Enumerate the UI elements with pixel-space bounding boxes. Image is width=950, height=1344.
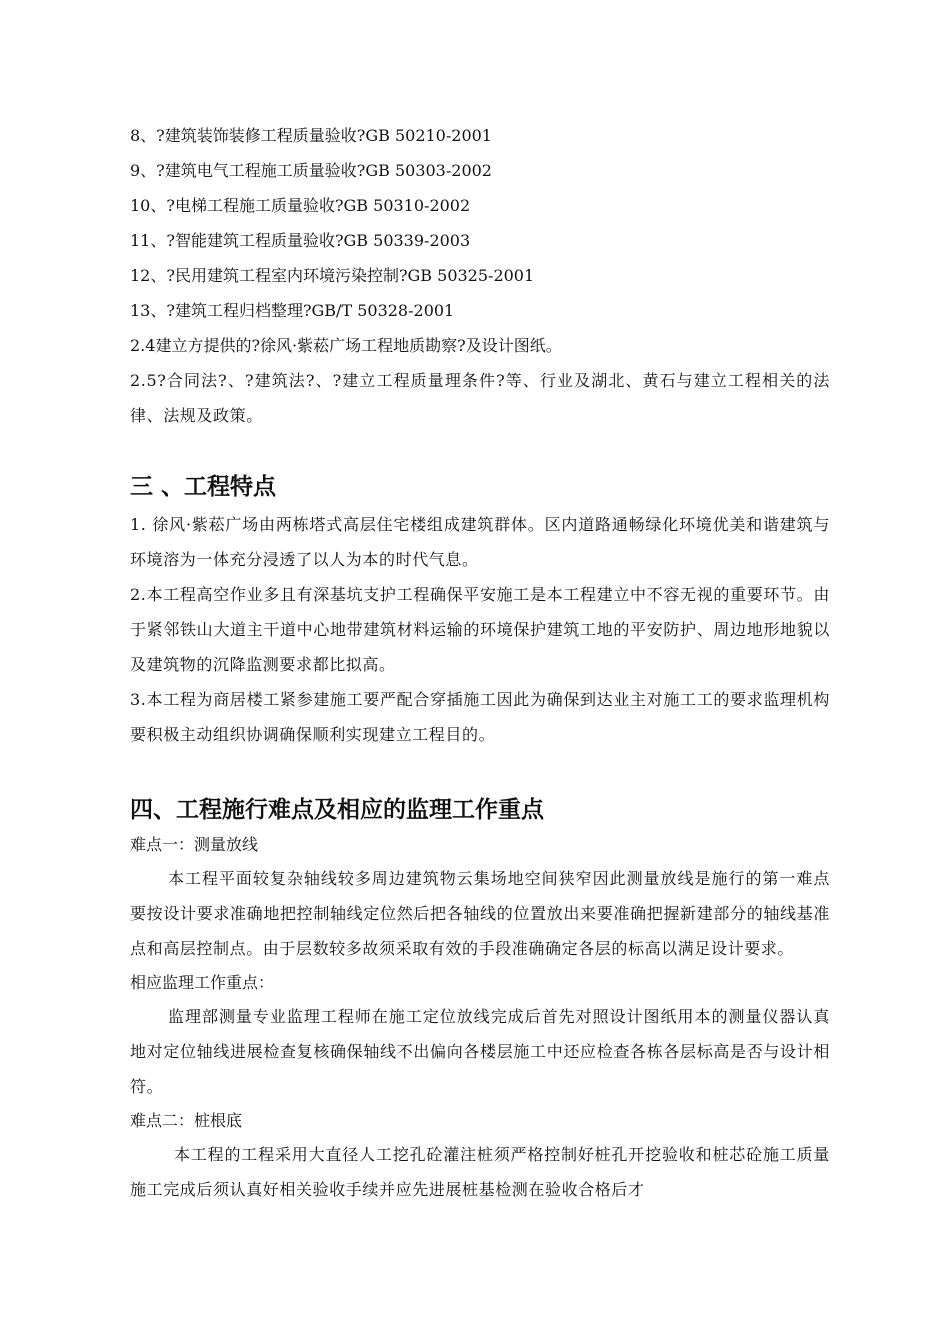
feature-item-1: 1. 徐风·紫菘广场由两栋塔式高层住宅楼组成建筑群体。区内道路通畅绿化环境优美和谐建筑与环境溶为一体充分浸透了以人为本的时代气息。 <box>130 515 830 569</box>
section-3-title: 三 、工程特点 <box>130 474 277 500</box>
reference-item-8: 8、?建筑装饰装修工程质量验收?GB 50210-2001 <box>130 126 492 145</box>
feature-item-2: 2.本工程高空作业多且有深基坑支护工程确保平安施工是本工程建立中不容无视的重要环节。由于紧邻铁山大道主干道中心地带建筑材料运输的环境保护建筑工地的平安防护、周边地形地貌以及建筑物的沉降监测要求都比拟高。 <box>130 585 830 674</box>
reference-item-12: 12、?民用建筑工程室内环境污染控制?GB 50325-2001 <box>130 266 535 285</box>
reference-item-2-4: 2.4建立方提供的?徐风·紫菘广场工程地质勘察?及设计图纸。 <box>130 336 562 355</box>
difficulty-1-text: 本工程平面较复杂轴线较多周边建筑物云集场地空间狭窄因此测量放线是施行的第一难点要按设计要求准确地把控制轴线定位然后把各轴线的位置放出来要准确把握新建部分的轴线基准点和高层控制点。由于层数较多故须采取有效的手段准确确定各层的标高以满足设计要求。 <box>130 869 830 958</box>
difficulty-1-label: 难点一：测量放线 <box>130 835 259 854</box>
reference-item-2-5: 2.5?合同法?、?建筑法?、?建立工程质量理条件?等、行业及湖北、黄石与建立工程相关的法律、法规及政策。 <box>130 371 830 425</box>
feature-item-3: 3.本工程为商居楼工紧参建施工要严配合穿插施工因此为确保到达业主对施工工的要求监理机构要积极主动组织协调确保顺利实现建立工程目的。 <box>130 690 830 744</box>
reference-item-11: 11、?智能建筑工程质量验收?GB 50339-2003 <box>130 231 471 250</box>
section-4-title: 四、工程施行难点及相应的监理工作重点 <box>130 797 544 823</box>
reference-item-9: 9、?建筑电气工程施工质量验收?GB 50303-2002 <box>130 161 492 180</box>
difficulty-2-text: 本工程的工程采用大直径人工挖孔砼灌注桩须严格控制好桩孔开挖验收和桩芯砼施工质量施工完成后须认真好相关验收手续并应先进展桩基检测在验收合格后才 <box>130 1145 830 1199</box>
reference-item-10: 10、?电梯工程施工质量验收?GB 50310-2002 <box>130 196 471 215</box>
focus-1-label: 相应监理工作重点： <box>130 973 275 992</box>
difficulty-2-label: 难点二：桩根底 <box>130 1111 243 1130</box>
page-content <box>130 118 830 1207</box>
focus-1-text: 监理部测量专业监理工程师在施工定位放线完成后首先对照设计图纸用本的测量仪器认真地对定位轴线进展检查复核确保轴线不出偏向各楼层施工中还应检查各栋各层标高是否与设计相符。 <box>130 1007 830 1096</box>
reference-item-13: 13、?建筑工程归档整理?GB/T 50328-2001 <box>130 301 455 320</box>
